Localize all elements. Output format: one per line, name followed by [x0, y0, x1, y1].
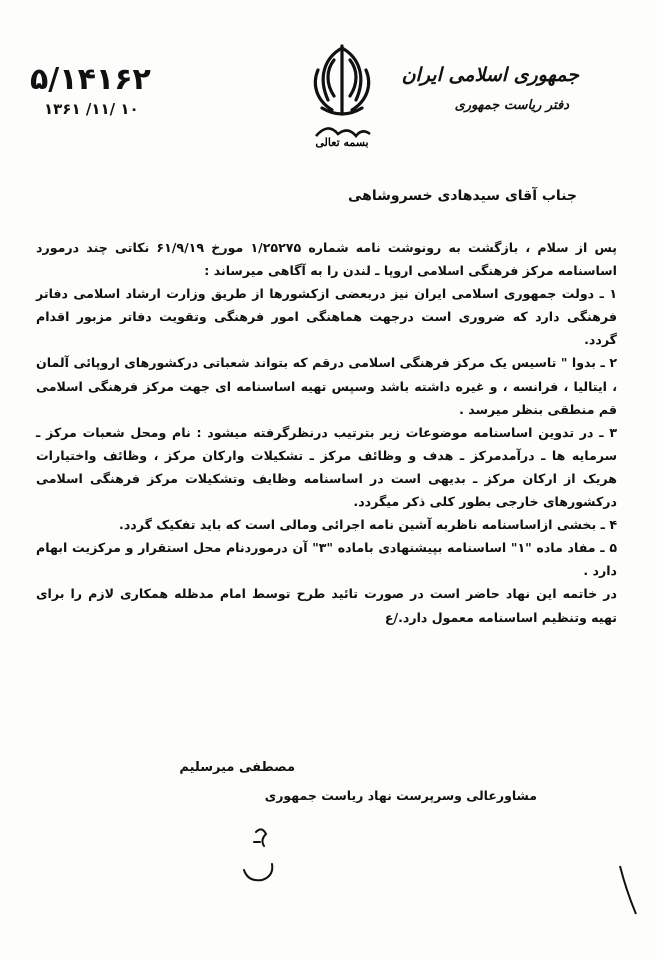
- paragraph-1: ۱ ـ دولت جمهوری اسلامی ایران نیز دربعضی ازکشورها از طریق وزارت ارشاد اسلامی دفاتر فرهنگی دارد که ضروری است درجهت هماهنگی امور فرهنگی وتقویت دفاتر مزبور اقدام گردد.: [36, 286, 617, 348]
- iran-emblem-icon: [304, 40, 380, 150]
- paragraph-4: ۴ ـ بخشی ازاساسنامه ناظربه آشین نامه اجرائی ومالی است که باید تفکیک گردد.: [119, 517, 617, 533]
- paragraph-2: ۲ ـ بدوا " تاسیس یک مرکز فرهنگی اسلامی درقم که بتواند شعباتی درکشورهای اروپائی آلمان ، ایتالیا ، فرانسه ، و غیره داشته باشد وسپس تهیه اساسنامه ای جهت مرکز فرهنگی اسلامی قم منطقی بنظر میرسد .: [36, 355, 617, 417]
- paragraph-intro: پس از سلام ، بازگشت به رونوشت نامه شماره ۱/۲۵۲۷۵ مورخ ۶۱/۹/۱۹ نکاتی چند درمورد اساسنامه مرکز فرهنگی اسلامی اروپا ـ لندن را به آگاهی میرساند :: [36, 240, 617, 279]
- paragraph-3: ۳ ـ در تدوین اساسنامه موضوعات زیر بترتیب درنظرگرفته میشود : نام ومحل شعبات مرکز ـ سرمایه ها ـ درآمدمرکز ـ هدف و وظائف مرکز ـ تشکیلات وارکان مرکز ، وظائف واختیارات هریک از ارکان مرکز ـ بدیهی است در اساسنامه وظایف وتشکیلات مرکز فرهنگی اسلامی درکشورهای خارجی بطور کلی ذکر میگردد.: [36, 424, 617, 510]
- paragraph-closing: در خاتمه این نهاد حاضر است در صورت تائید طرح توسط امام مدظله همکاری لازم را برای تهیه وتنظیم اساسنامه معمول دارد./ع: [36, 586, 617, 625]
- letter-body: [36, 236, 617, 629]
- addressee: جناب آقای سیدهادی خسروشاهی: [348, 188, 577, 204]
- paragraph-5: ۵ ـ مفاد ماده "۱" اساسنامه بپیشنهادی باماده "۳" آن درموردنام محل استقرار و مرکزیت ابهام دارد .: [36, 540, 617, 579]
- letter-date: ۱۳۶۱ /۱۱/ ۱۰: [44, 100, 139, 118]
- margin-mark-icon: [612, 860, 642, 920]
- office-name: دفتر ریاست جمهوری: [454, 98, 569, 113]
- org-name: جمهوری اسلامی ایران: [401, 64, 579, 86]
- emblem-caption: بسمه تعالی: [315, 136, 369, 149]
- reference-number: ۵/۱۴۱۶۲: [30, 62, 151, 97]
- signer-name: مصطفی میرسلیم: [179, 760, 295, 775]
- signer-title: مشاورعالی وسرپرست نهاد ریاست جمهوری: [264, 788, 537, 803]
- handwritten-signature-icon: [226, 820, 296, 890]
